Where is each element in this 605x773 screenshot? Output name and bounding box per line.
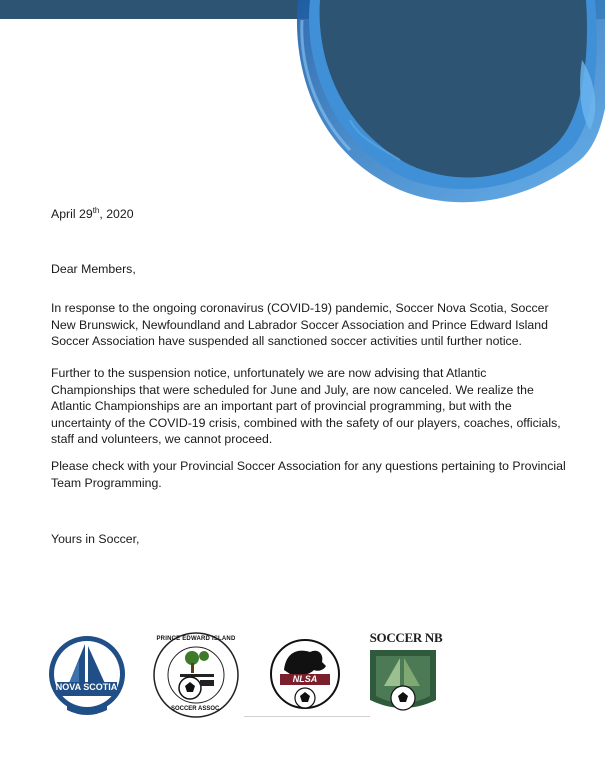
soccer-nb-logo <box>366 630 446 718</box>
paragraph-contact: Please check with your Provincial Soccer Association for any questions pertaining to Provincial Team Programming. <box>51 459 566 490</box>
blue-brush-circle-graphic <box>290 0 605 205</box>
closing: Yours in Soccer, <box>51 532 140 546</box>
soccer-nb-title: SOCCER NB <box>369 630 443 645</box>
pei-top-label: PRINCE EDWARD ISLAND <box>156 636 236 642</box>
pei-soccer-logo <box>152 630 240 718</box>
nlsa-label: NLSA <box>292 674 318 684</box>
salutation: Dear Members, <box>51 262 136 276</box>
divider-line <box>244 716 370 717</box>
nlsa-logo <box>268 630 342 718</box>
nova-scotia-label: NOVA SCOTIA <box>55 682 118 692</box>
paragraph-suspension: In response to the ongoing coronavirus (COVID-19) pandemic, Soccer Nova Scotia, Soccer New Brunswick, Newfoundland and Labrador Soccer Association and Prince Edward Island Soccer Association have suspended all sanctioned soccer activities until further notice. <box>51 301 549 348</box>
pei-bottom-label: SOCCER ASSOC. <box>170 706 222 712</box>
paragraph-cancellation: Further to the suspension notice, unfortunately we are now advising that Atlantic Championships that were scheduled for June and July, are now canceled. We realize the Atlantic Championships are an important part of provincial programming, but with the uncertainty of the COVID-19 crisis, combined with the safety of our players, coaches, officials, staff and volunteers, we cannot proceed. <box>51 366 561 446</box>
nova-scotia-logo <box>49 630 124 718</box>
letter-date: April 29th, 2020 <box>51 205 134 221</box>
